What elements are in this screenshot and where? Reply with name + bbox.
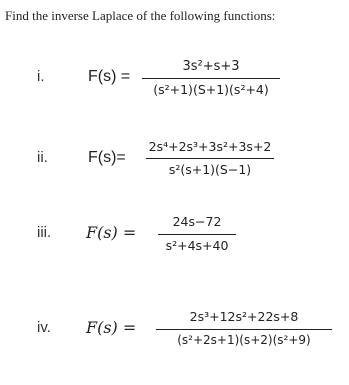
fraction-bar (146, 158, 274, 159)
instruction-text: Find the inverse Laplace of the following functions: (5, 8, 276, 23)
fraction-denominator: s²+4s+40 (165, 238, 229, 253)
fraction-numerator: 2s³+12s²+22s+8 (189, 309, 299, 324)
problem-label: i. (37, 68, 45, 85)
fraction (158, 210, 236, 258)
fraction-bar (156, 329, 332, 330)
fraction-denominator: (s²+1)(S+1)(s²+4) (153, 82, 269, 97)
function-lhs: F(s)= (88, 149, 126, 166)
fraction-denominator: s²(s+1)(S−1) (168, 162, 252, 177)
problem-iv (0, 305, 349, 365)
fraction (156, 305, 332, 353)
fraction (142, 58, 280, 106)
fraction-numerator: 3s²+s+3 (182, 59, 240, 74)
fraction-bar (158, 234, 236, 235)
problem-label: iv. (37, 319, 51, 336)
fraction (146, 135, 274, 183)
problem-label: iii. (37, 224, 52, 241)
problem-ii (0, 135, 349, 195)
fraction-numerator: 24s−72 (172, 214, 222, 229)
problem-label: ii. (37, 149, 48, 166)
fraction-denominator: (s²+2s+1)(s+2)(s²+9) (177, 333, 311, 347)
function-lhs: F(s) = (86, 318, 137, 337)
function-lhs: F(s) = (86, 223, 137, 242)
fraction-numerator: 2s⁴+2s³+3s²+3s+2 (148, 139, 272, 154)
fraction-bar (142, 78, 280, 79)
function-lhs: F(s) = (88, 68, 131, 85)
problem-i (0, 58, 349, 118)
problem-iii (0, 210, 349, 270)
